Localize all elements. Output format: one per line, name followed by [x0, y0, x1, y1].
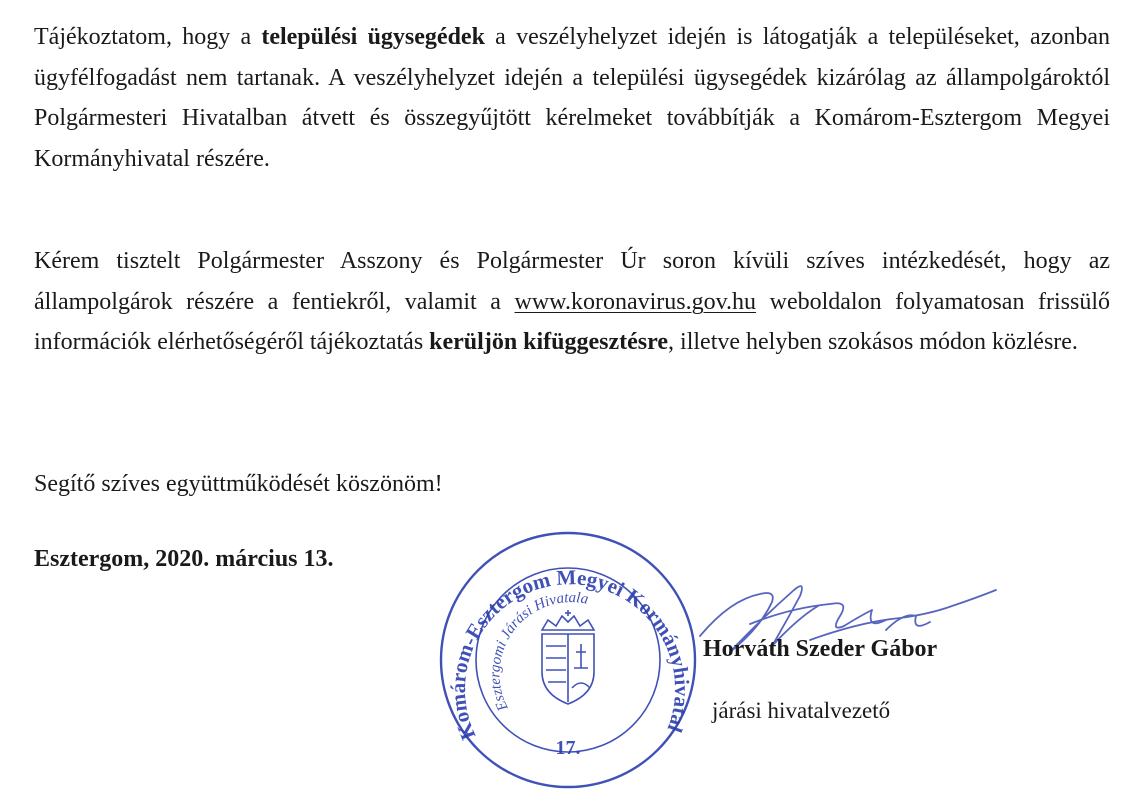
paragraph-1-text-a: Tájékoztatom, hogy a: [34, 24, 262, 50]
paragraph-thanks: Segítő szíves együttműködését köszönöm!: [34, 471, 443, 497]
signatory-name: Horváth Szeder Gábor: [703, 636, 938, 662]
stamp-outer-text: Komárom-Esztergom Megyei Kormányhivatal: [445, 565, 695, 744]
signatory-title: járási hivatalvezető: [712, 698, 891, 723]
paragraph-2-text-b: weboldalon folyamatosan frissülő információk elérhetőségéről tájékoztatás: [34, 288, 1110, 355]
paragraph-1-bold: települési ügysegédek: [261, 24, 485, 50]
paragraph-2-text-c: , illetve helyben szokásos módon közlésre.: [668, 329, 1078, 355]
stamp-number: 17.: [555, 737, 581, 759]
paragraph-2-bold: kerüljön kifüggesztésre: [429, 329, 669, 355]
paragraph-2-text-a: Kérem tisztelt Polgármester Asszony és Polgármester Úr soron kívüli szíves intézkedését, hogy az állampolgárok részére a fentiekről, valamit a: [34, 248, 1110, 315]
paragraph-ugysegedek: [34, 17, 1110, 179]
koronavirus-website-link[interactable]: www.koronavirus.gov.hu: [514, 288, 757, 315]
stamp-inner-text: Esztergomi Járási Hivatala: [487, 590, 590, 714]
place-and-date: Esztergom, 2020. március 13.: [34, 546, 334, 572]
paragraph-request: [34, 241, 1110, 363]
coat-of-arms-icon: [542, 610, 594, 704]
official-stamp: [430, 522, 706, 792]
paragraph-1-text-b: a veszélyhelyzet idején is látogatják a településeket, azonban ügyfélfogadást nem tartanak. A veszélyhelyzet idején a települési ügysegédek kizárólag az állampolgároktól Polgármesteri Hivatalban átvett és összegyűjtött kérelmeket továbbítják a Komárom-Esztergom Megyei Kormányhivatal részére.: [34, 24, 1110, 172]
